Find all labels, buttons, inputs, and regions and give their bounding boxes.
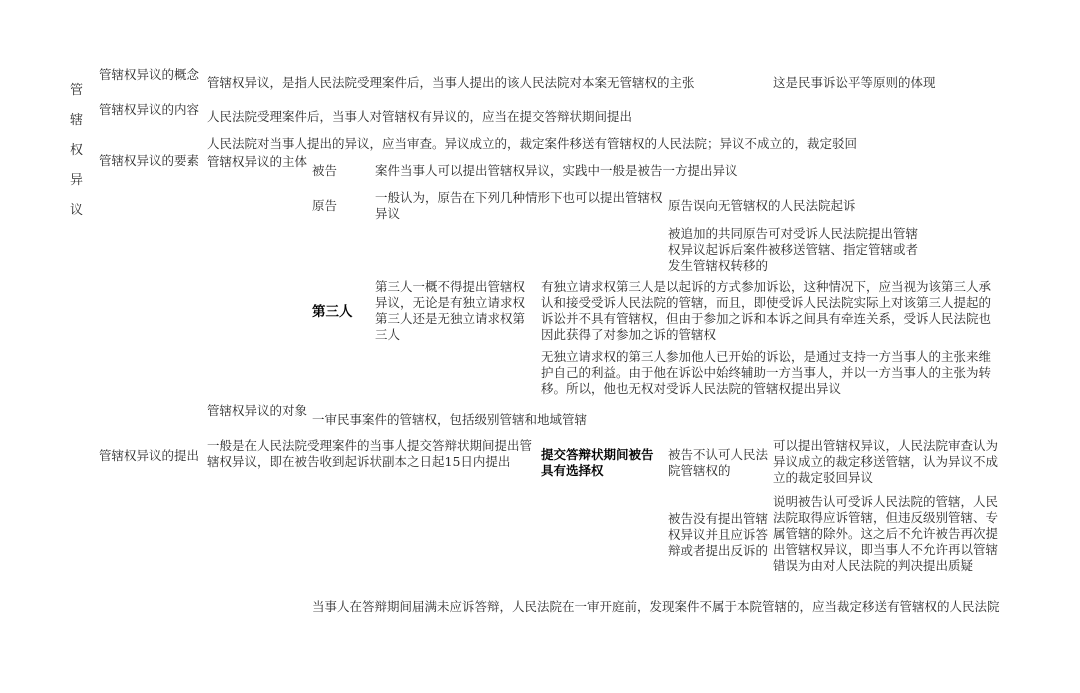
content-text-2: 人民法院对当事人提出的异议，应当审查。异议成立的，裁定案件移送有管辖权的人民法院；异议不成立的，裁定驳回	[207, 136, 858, 151]
plaintiff-text: 一般认为，原告在下列几种情形下也可以提出管辖权异议	[375, 190, 663, 221]
subject-label: 管辖权异议的主体	[207, 154, 308, 169]
plaintiff-case-1: 原告误向无管辖权的人民法院起诉	[668, 198, 856, 213]
choice-label: 提交答辩状期间被告具有选择权	[541, 447, 654, 478]
case-1-text: 可以提出管辖权异议，人民法院审查认为异议成立的裁定移送管辖，认为异议不成立的裁定驳回异议	[773, 438, 999, 485]
title-char: 异	[70, 173, 84, 188]
title-char: 议	[70, 203, 84, 218]
object-text: 一审民事案件的管辖权，包括级别管辖和地域管辖	[312, 412, 588, 427]
concept-label: 管辖权异议的概念	[99, 67, 200, 82]
title-char: 权	[70, 143, 84, 158]
content-text: 人民法院受理案件后，当事人对管辖权有异议的，应当在提交答辩状期间提出	[207, 109, 633, 124]
case-2-text: 说明被告认可受诉人民法院的管辖，人民法院取得应诉管辖，但违反级别管辖、专属管辖的除外。这之后不允许被告再次提出管辖权异议，即当事人不允许再以管辖错误为由对人民法院的判决提出质疑	[773, 494, 999, 573]
object-label: 管辖权异议的对象	[207, 403, 308, 418]
concept-note: 这是民事诉讼平等原则的体现	[773, 75, 936, 90]
defendant-label: 被告	[312, 163, 338, 178]
third-party-case-2: 无独立请求权的第三人参加他人已开始的诉讼，是通过支持一方当事人的主张来维护自己的利益。由于他在诉讼中始终辅助一方当事人，并以一方当事人的主张为转移。所以，他也无权对受诉人民法院的管辖权提出异议	[541, 349, 992, 396]
title-char: 管	[70, 83, 84, 98]
elements-label: 管辖权异议的要素	[99, 153, 200, 168]
case-1-label: 被告不认可人民法院管辖权的	[668, 447, 769, 478]
content-label: 管辖权异议的内容	[99, 102, 200, 117]
title-char: 辖	[70, 113, 84, 128]
case-2-label: 被告没有提出管辖权异议并且应诉答辩或者提出反诉的	[668, 511, 769, 558]
plaintiff-label: 原告	[312, 198, 338, 213]
third-party-label: 第三人	[312, 304, 353, 320]
raising-footer: 当事人在答辩期间届满未应诉答辩，人民法院在一审开庭前，发现案件不属于本院管辖的，应当裁定移送有管辖权的人民法院	[312, 599, 1000, 614]
concept-text: 管辖权异议，是指人民法院受理案件后，当事人提出的该人民法院对本案无管辖权的主张	[207, 75, 695, 90]
third-party-text: 第三人一概不得提出管辖权异议，无论是有独立请求权第三人还是无独立请求权第三人	[375, 279, 526, 342]
raising-label: 管辖权异议的提出	[99, 448, 200, 463]
raising-text: 一般是在人民法院受理案件的当事人提交答辩状期间提出管辖权异议，即在被告收到起诉状副本之日起15日内提出	[207, 438, 533, 469]
third-party-case-1: 有独立请求权第三人是以起诉的方式参加诉讼，这种情况下，应当视为该第三人承认和接受受诉人民法院的管辖，而且，即使受诉人民法院实际上对该第三人提起的诉讼并不具有管辖权，但由于参加之诉和本诉之间具有牵连关系，受诉人民法院也因此获得了对参加之诉的管辖权	[541, 279, 992, 342]
main-title-vertical	[70, 76, 88, 226]
plaintiff-case-2: 被追加的共同原告可对受诉人民法院提出管辖权异议起诉后案件被移送管辖、指定管辖或者发生管辖权转移的	[668, 226, 919, 273]
defendant-text: 案件当事人可以提出管辖权异议，实践中一般是被告一方提出异议	[375, 163, 738, 178]
